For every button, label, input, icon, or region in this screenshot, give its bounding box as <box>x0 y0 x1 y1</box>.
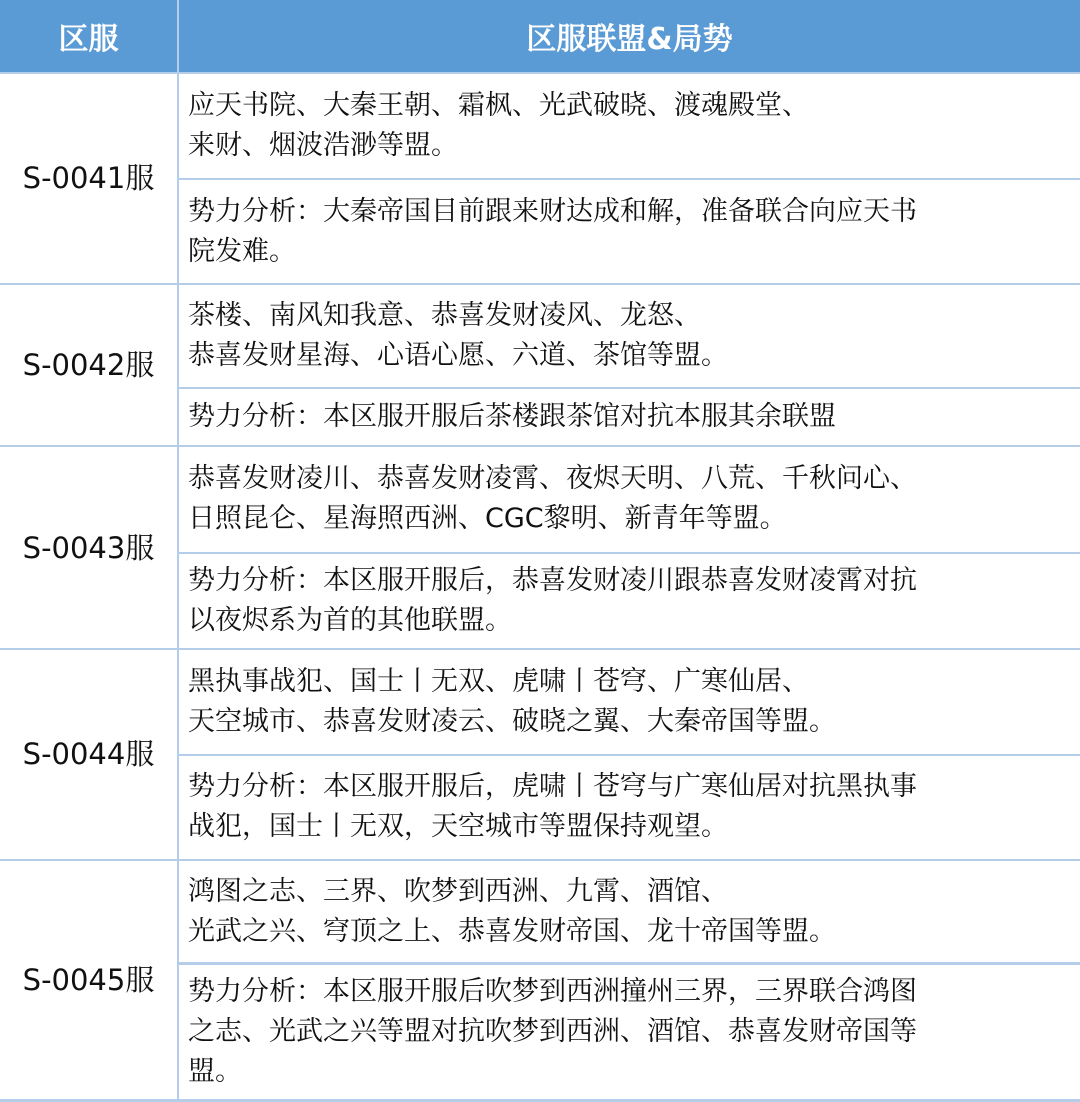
alliances-line: 光武之兴、穹顶之上、恭喜发财帝国、龙十帝国等盟。 <box>188 915 836 947</box>
analysis-cell <box>178 755 1080 859</box>
header-row <box>0 0 1080 73</box>
analysis-line: 院发难。 <box>188 235 296 267</box>
alliances-line: 鸿图之志、三界、吹梦到西洲、九霄、酒馆、 <box>188 875 728 907</box>
table-body <box>0 73 1080 1101</box>
alliances-line: 恭喜发财凌川、恭喜发财凌霄、夜烬天明、八荒、千秋问心、 <box>188 463 917 495</box>
analysis-line: 势力分析：本区服开服后茶楼跟茶馆对抗本服其余联盟 <box>188 401 836 433</box>
analysis-line: 战犯，国士丨无双，天空城市等盟保持观望。 <box>188 811 728 843</box>
alliances-line: 来财、烟波浩渺等盟。 <box>188 130 458 162</box>
alliances-line: 天空城市、恭喜发财凌云、破晓之翼、大秦帝国等盟。 <box>188 706 836 738</box>
header-server: 区服 <box>0 0 178 73</box>
analysis-line: 以夜烬系为首的其他联盟。 <box>188 604 512 636</box>
server-cell: S-0045服 <box>0 860 178 1101</box>
table-row <box>0 73 1080 179</box>
analysis-cell <box>178 964 1080 1101</box>
analysis-line: 势力分析：本区服开服后吹梦到西洲撞州三界，三界联合鸿图 <box>188 976 917 1008</box>
table-row <box>0 284 1080 388</box>
server-cell: S-0042服 <box>0 284 178 447</box>
alliances-cell <box>178 73 1080 179</box>
analysis-line: 盟。 <box>188 1056 242 1088</box>
analysis-line: 势力分析：本区服开服后，虎啸丨苍穹与广寒仙居对抗黑执事 <box>188 771 917 803</box>
analysis-cell <box>178 388 1080 446</box>
alliances-line: 应天书院、大秦王朝、霜枫、光武破晓、渡魂殿堂、 <box>188 90 809 122</box>
alliances-line: 恭喜发财星海、心语心愿、六道、茶馆等盟。 <box>188 339 728 371</box>
alliances-cell <box>178 284 1080 388</box>
table-row <box>0 649 1080 755</box>
alliances-cell <box>178 649 1080 755</box>
analysis-line: 势力分析：本区服开服后，恭喜发财凌川跟恭喜发财凌霄对抗 <box>188 564 917 596</box>
analysis-line: 之志、光武之兴等盟对抗吹梦到西洲、酒馆、恭喜发财帝国等 <box>188 1016 917 1048</box>
server-cell: S-0044服 <box>0 649 178 860</box>
table-row <box>0 446 1080 552</box>
analysis-line: 势力分析：大秦帝国目前跟来财达成和解，准备联合向应天书 <box>188 195 917 227</box>
server-cell: S-0041服 <box>0 73 178 284</box>
alliances-line: 茶楼、南风知我意、恭喜发财凌风、龙怒、 <box>188 299 701 331</box>
analysis-cell <box>178 553 1080 649</box>
alliances-line: 日照昆仑、星海照西洲、CGC黎明、新青年等盟。 <box>188 503 787 535</box>
alliances-line: 黑执事战犯、国士丨无双、虎啸丨苍穹、广寒仙居、 <box>188 666 809 698</box>
header-alliance: 区服联盟&局势 <box>178 0 1080 73</box>
analysis-cell <box>178 179 1080 283</box>
server-cell: S-0043服 <box>0 446 178 649</box>
alliances-cell <box>178 446 1080 552</box>
alliances-cell <box>178 860 1080 964</box>
table-row <box>0 860 1080 964</box>
